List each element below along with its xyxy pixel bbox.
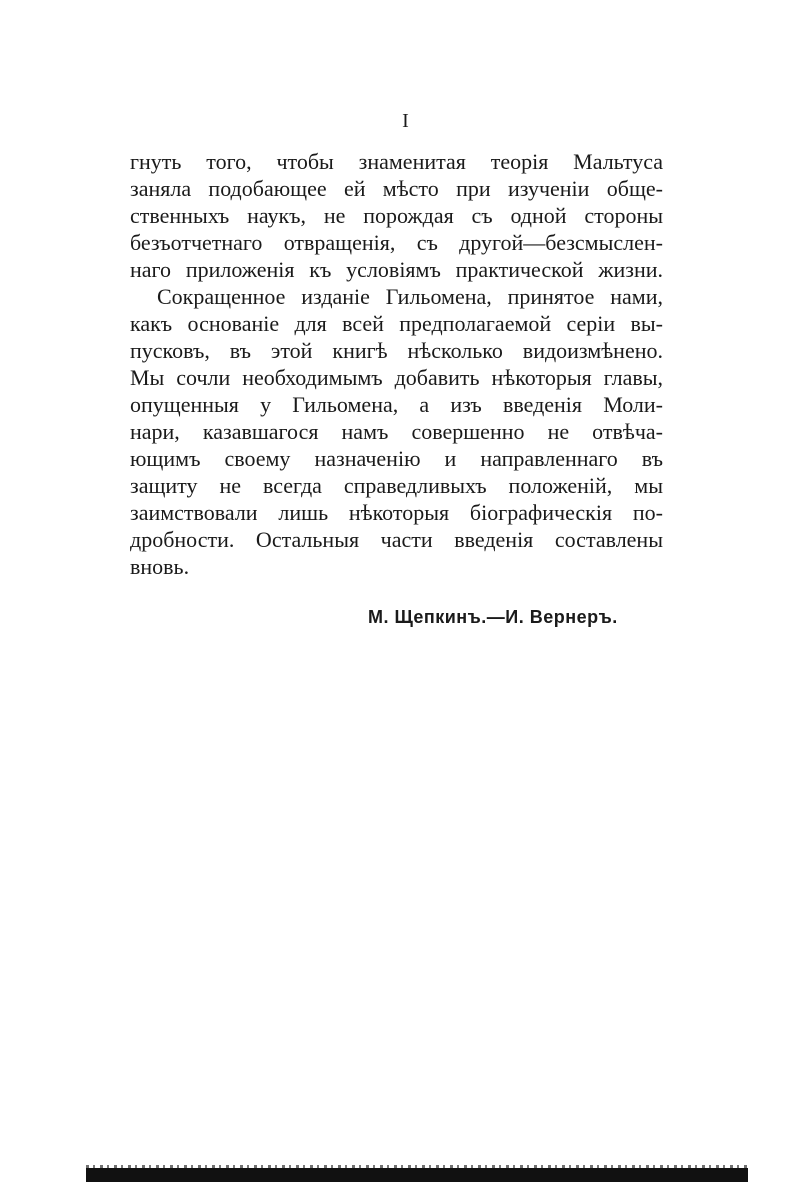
page-number: I — [402, 110, 409, 132]
text-line: безъотчетнаго отвращенія, съ другой—безсмыслен- — [130, 230, 663, 255]
body-text — [130, 148, 663, 580]
text-line: Сокращенное изданіе Гильомена, принятое нами, — [157, 284, 663, 309]
text-line: заимствовали лишь нѣкоторыя біографическія по- — [130, 500, 663, 525]
text-line: ющимъ своему назначенію и направленнаго въ — [130, 446, 663, 471]
paragraph-1 — [130, 148, 663, 283]
paragraph-2 — [130, 283, 663, 580]
page-bottom-rule — [86, 1168, 748, 1182]
text-line: нари, казавшагося намъ совершенно не отвѣча- — [130, 419, 663, 444]
text-line: Мы сочли необходимымъ добавить нѣкоторыя главы, — [130, 365, 663, 390]
signature: М. Щепкинъ.—И. Вернеръ. — [368, 607, 618, 627]
text-line: ственныхъ наукъ, не порождая съ одной стороны — [130, 203, 663, 228]
text-line: вновь. — [130, 554, 190, 579]
text-line: какъ основаніе для всей предполагаемой серіи вы- — [130, 311, 663, 336]
text-line: пусковъ, въ этой книгѣ нѣсколько видоизмѣнено. — [130, 338, 663, 363]
text-line: дробности. Остальныя части введенія составлены — [130, 527, 663, 552]
text-line: наго приложенія къ условіямъ практической жизни. — [130, 257, 663, 282]
text-line: опущенныя у Гильомена, а изъ введенія Моли- — [130, 392, 663, 417]
text-line: заняла подобающее ей мѣсто при изученіи обще- — [130, 176, 663, 201]
text-line: гнуть того, чтобы знаменитая теорія Мальтуса — [130, 149, 663, 174]
text-line: защиту не всегда справедливыхъ положеній, мы — [130, 473, 663, 498]
